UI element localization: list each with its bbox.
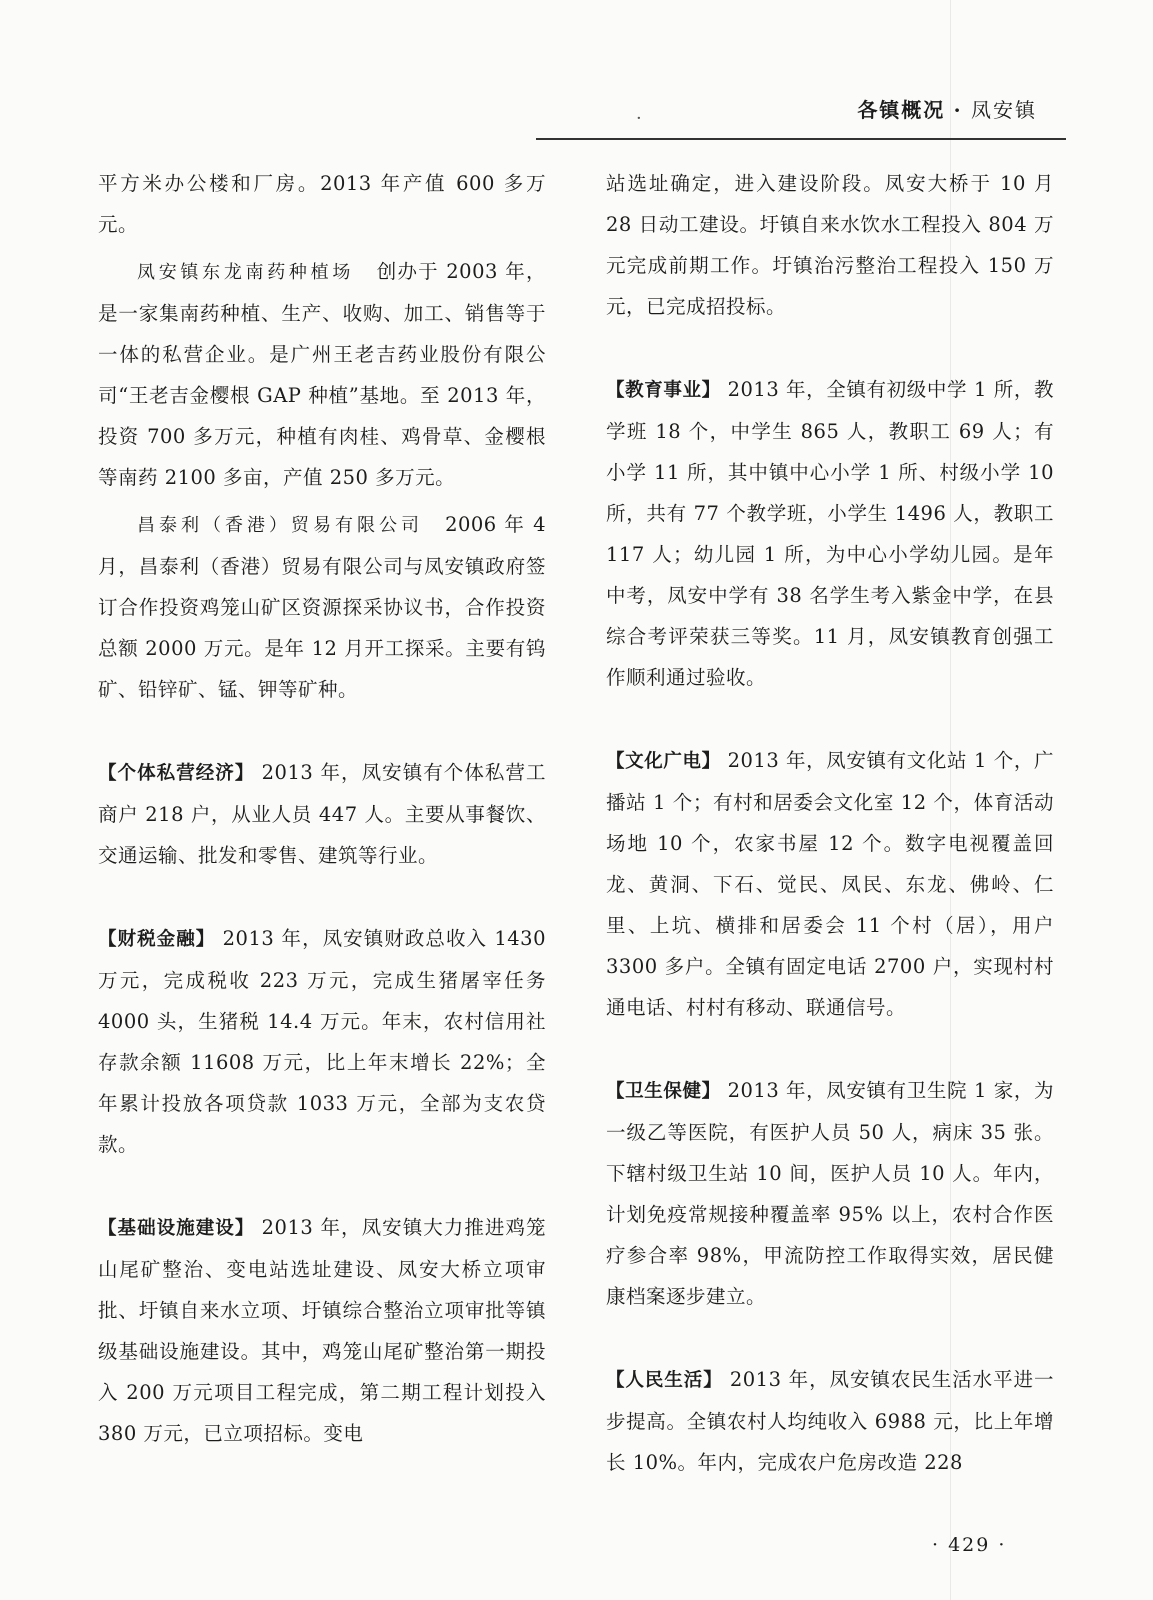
section-paragraph — [98, 1207, 546, 1454]
section-title: 【个体私营经济】 — [98, 763, 255, 784]
entry-paragraph — [98, 251, 546, 498]
section-title: 【教育事业】 — [606, 380, 721, 401]
section-text: 2013 年，凤安镇大力推进鸡笼山尾矿整治、变电站选址建设、凤安大桥立项审批、圩镇自来水立项、圩镇综合整治立项审批等镇级基础设施建设。其中，鸡笼山尾矿整治第一期投入 200 万元项目工程完成，第二期工程计划投入 380 万元，已立项招标。变电 — [98, 1216, 546, 1445]
section-title: 【文化广电】 — [606, 751, 721, 772]
header-section: 各镇概况 — [857, 98, 946, 122]
section-text: 2013 年，凤安镇农民生活水平进一步提高。全镇农村人均纯收入 6988 元，比上年增长 10%。年内，完成农户危房改造 228 — [606, 1368, 1054, 1474]
entry-text: 2006 年 4 月，昌泰利（香港）贸易有限公司与凤安镇政府签订合作投资鸡笼山矿区资源探采协议书，合作投资总额 2000 万元。是年 12 月开工探采。主要有钨矿、铅锌矿、锰、钾等矿种。 — [98, 513, 547, 701]
section-paragraph — [98, 918, 546, 1165]
section-paragraph — [98, 752, 546, 876]
page-number: · 429 · — [932, 1534, 1007, 1556]
section-paragraph — [606, 1359, 1054, 1483]
section-paragraph — [606, 740, 1054, 1028]
entry-text: 创办于 2003 年，是一家集南药种植、生产、收购、加工、销售等于一体的私营企业。是广州王老吉药业股份有限公司“王老吉金樱根 GAP 种植”基地。至 2013 年，投资 700 多万元，种植有肉桂、鸡骨草、金樱根等南药 2100 多亩，产值 250 多万元。 — [98, 260, 546, 489]
header-town: 凤安镇 — [971, 98, 1037, 122]
section-text: 2013 年，凤安镇财政总收入 1430 万元，完成税收 223 万元，完成生猪屠宰任务 4000 头，生猪税 14.4 万元。年末，农村信用社存款余额 11608 万元，比上年末增长 22%；全年累计投放各项贷款 1033 万元，全部为支农贷款。 — [98, 927, 546, 1156]
entry-paragraph — [98, 504, 546, 710]
section-text: 2013 年，凤安镇有文化站 1 个，广播站 1 个；有村和居委会文化室 12 个，体育活动场地 10 个，农家书屋 12 个。数字电视覆盖回龙、黄洞、下石、觉民、凤民、东龙、佛岭、仁里、上坑、横排和居委会 11 个村（居），用户 3300 多户。全镇有固定电话 2700 户，实现村村通电话、村村有移动、联通信号。 — [606, 749, 1054, 1019]
section-text: 2013 年，全镇有初级中学 1 所，教学班 18 个，中学生 865 人，教职工 69 人；有小学 11 所，其中镇中心小学 1 所、村级小学 10 所，共有 77 个教学班，小学生 1496 人，教职工 117 人；幼儿园 1 所，为中心小学幼儿园。是年中考，凤安中学有 38 名学生考入紫金中学，在县综合考评荣获三等奖。11 月，凤安镇教育创强工作顺利通过验收。 — [606, 378, 1054, 689]
paragraph: 站选址确定，进入建设阶段。凤安大桥于 10 月 28 日动工建设。圩镇自来水饮水工程投入 804 万元完成前期工作。圩镇治污整治工程投入 150 万元，已完成招投标。 — [606, 172, 1054, 318]
section-title: 【卫生保健】 — [606, 1081, 721, 1102]
entry-title: 凤安镇东龙南药种植场 — [137, 262, 355, 283]
section-text: 2013 年，凤安镇有卫生院 1 家，为一级乙等医院，有医护人员 50 人，病床 35 张。下辖村级卫生站 10 间，医护人员 10 人。年内，计划免疫常规接种覆盖率 95% 以上，农村合作医疗参合率 98%，甲流防控工作取得实效，居民健康档案逐步建立。 — [606, 1079, 1054, 1308]
section-paragraph — [606, 369, 1054, 698]
paragraph: 平方米办公楼和厂房。2013 年产值 600 多万元。 — [98, 172, 546, 236]
section-title: 【人民生活】 — [606, 1370, 723, 1391]
header-dot: · — [636, 108, 642, 129]
section-text: 2013 年，凤安镇有个体私营工商户 218 户，从业人员 447 人。主要从事餐饮、交通运输、批发和零售、建筑等行业。 — [98, 761, 546, 867]
right-column — [606, 163, 1054, 1483]
section-title: 【财税金融】 — [98, 929, 216, 950]
running-header — [857, 94, 1037, 123]
entry-title: 昌泰利（香港）贸易有限公司 — [137, 515, 424, 536]
section-title: 【基础设施建设】 — [98, 1218, 255, 1239]
header-rule — [536, 138, 1066, 140]
section-paragraph — [606, 1070, 1054, 1317]
left-column — [98, 163, 546, 1454]
header-separator: · — [953, 98, 963, 122]
